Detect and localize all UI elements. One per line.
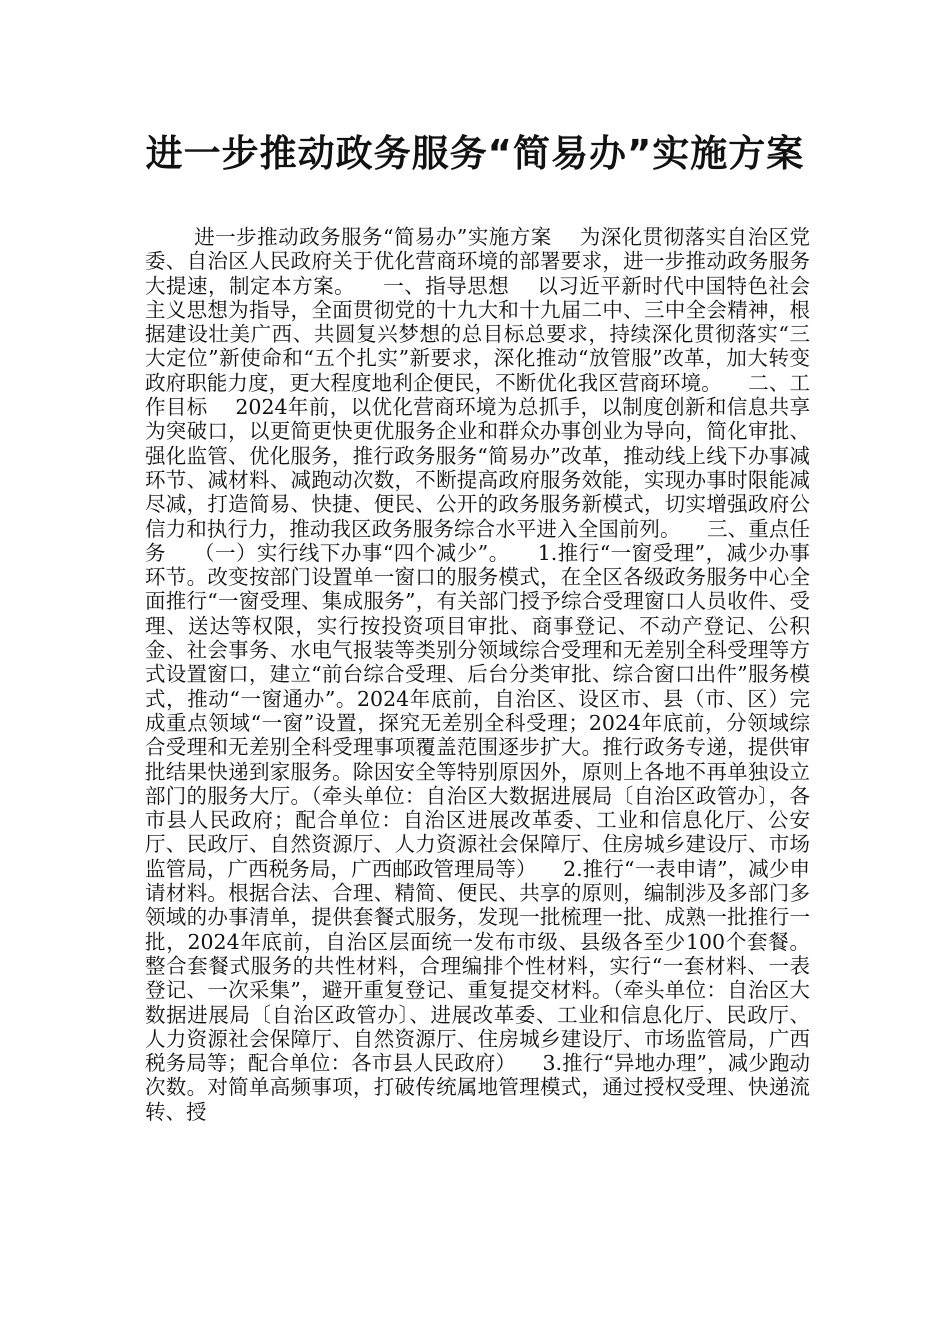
document-body: 进一步推动政务服务“简易办”实施方案 为深化贯彻落实自治区党委、自治区人民政府关于优化营商环境的部署要求，进一步推动政务服务大提速，制定本方案。 一、指导思想 以习近平新时代中国特色社会主义思想为指导，全面贯彻党的十九大和十九届二中、三中全会精神，根据建设壮美广西、共圆复兴梦想的总目标总要求，持续深化贯彻落实“三大定位”新使命和“五个扎实”新要求，深化推动“放管服”改革，加大转变政府职能力度，更大程度地利企便民，不断优化我区营商环境。 二、工作目标 2024年前，以优化营商环境为总抓手，以制度创新和信息共享为突破口，以更简更快更优服务企业和群众办事创业为导向，简化审批、强化监管、优化服务，推行政务服务“简易办”改革，推动线上线下办事减环节、减材料、减跑动次数，不断提高政府服务效能，实现办事时限能减尽减，打造简易、快捷、便民、公开的政务服务新模式，切实增强政府公信力和执行力，推动我区政务服务综合水平进入全国前列。 三、重点任务 （一）实行线下办事“四个减少”。 1.推行“一窗受理”，减少办事环节。改变按部门设置单一窗口的服务模式，在全区各级政务服务中心全面推行“一窗受理、集成服务”，有关部门授予综合受理窗口人员收件、受理、送达等权限，实行按投资项目审批、商事登记、不动产登记、公积金、社会事务、水电气报装等类别分领域综合受理和无差别全科受理等方式设置窗口，建立“前台综合受理、后台分类审批、综合窗口出件”服务模式，推动“一窗通办”。2024年底前，自治区、设区市、县（市、区）完成重点领域“一窗”设置，探究无差别全科受理；2024年底前，分领域综合受理和无差别全科受理事项覆盖范围逐步扩大。推行政务专递，提供审批结果快递到家服务。除因安全等特别原因外，原则上各地不再单独设立部门的服务大厅。（牵头单位：自治区大数据进展局〔自治区政管办〕，各市县人民政府；配合单位：自治区进展改革委、工业和信息化厅、公安厅、民政厅、自然资源厅、人力资源社会保障厅、住房城乡建设厅、市场监管局，广西税务局，广西邮政管理局等） 2.推行“一表申请”，减少申请材料。根据合法、合理、精简、便民、共享的原则，编制涉及多部门多领域的办事清单，提供套餐式服务，发现一批梳理一批、成熟一批推行一批，2024年底前，自治区层面统一发布市级、县级各至少100个套餐。整合套餐式服务的共性材料，合理编排个性材料，实行“一套材料、一表登记、一次采集”，避开重复登记、重复提交材料。（牵头单位：自治区大数据进展局〔自治区政管办〕、进展改革委、工业和信息化厅、民政厅、人力资源社会保障厅、自然资源厅、住房城乡建设厅、市场监管局，广西税务局等；配合单位：各市县人民政府） 3.推行“异地办理”，减少跑动次数。对简单高频事项，打破传统属地管理模式，通过授权受理、快递流转、授 — [145, 225, 810, 1124]
document-title: 进一步推动政务服务“简易办”实施方案 — [145, 132, 805, 175]
